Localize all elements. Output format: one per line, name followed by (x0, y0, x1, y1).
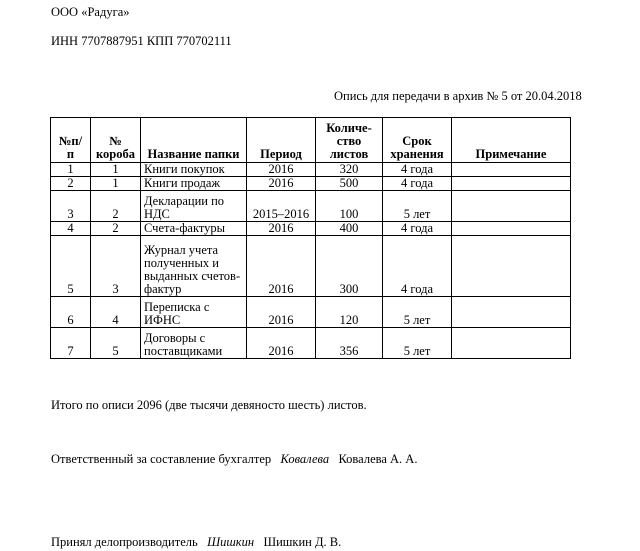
header-box: № короба (91, 118, 141, 163)
cell-note (452, 297, 571, 328)
cell-num: 3 (51, 191, 91, 222)
accepted-signature: Шишкин (207, 535, 255, 549)
cell-box: 3 (91, 236, 141, 297)
cell-name: Книги покупок (141, 163, 247, 177)
table-row (51, 236, 571, 297)
cell-num: 6 (51, 297, 91, 328)
inventory-table (50, 117, 571, 359)
cell-box: 2 (91, 222, 141, 236)
cell-term: 5 лет (383, 328, 452, 359)
accepted-label: Принял делопроизводитель (51, 535, 198, 549)
cell-period: 2016 (247, 236, 316, 297)
cell-sheets: 500 (316, 177, 383, 191)
cell-note (452, 222, 571, 236)
cell-term: 4 года (383, 163, 452, 177)
cell-period: 2016 (247, 163, 316, 177)
cell-period: 2016 (247, 177, 316, 191)
cell-name: Книги продаж (141, 177, 247, 191)
company-name: ООО «Радуга» (51, 5, 130, 19)
responsible-name: Ковалева А. А. (338, 452, 418, 466)
table-row (51, 177, 571, 191)
cell-term: 5 лет (383, 191, 452, 222)
responsible-label: Ответственный за составление бухгалтер (51, 452, 272, 466)
cell-note (452, 236, 571, 297)
cell-sheets: 400 (316, 222, 383, 236)
header-period: Период (247, 118, 316, 163)
cell-term: 4 года (383, 177, 452, 191)
cell-period: 2016 (247, 222, 316, 236)
table-row (51, 163, 571, 177)
header-name: Название папки (141, 118, 247, 163)
cell-sheets: 120 (316, 297, 383, 328)
cell-num: 1 (51, 163, 91, 177)
header-sheets: Количе-ство листов (316, 118, 383, 163)
cell-num: 4 (51, 222, 91, 236)
cell-num: 7 (51, 328, 91, 359)
table-row (51, 191, 571, 222)
cell-box: 1 (91, 177, 141, 191)
accepted-line (51, 535, 341, 550)
cell-period: 2016 (247, 328, 316, 359)
cell-note (452, 177, 571, 191)
responsible-line (51, 452, 417, 467)
cell-period: 2015–2016 (247, 191, 316, 222)
header-num: №п/ п (51, 118, 91, 163)
cell-num: 5 (51, 236, 91, 297)
cell-num: 2 (51, 177, 91, 191)
cell-term: 4 года (383, 236, 452, 297)
table-row (51, 222, 571, 236)
cell-box: 1 (91, 163, 141, 177)
cell-box: 5 (91, 328, 141, 359)
document-title: Опись для передачи в архив № 5 от 20.04.2018 (334, 89, 582, 103)
cell-box: 2 (91, 191, 141, 222)
cell-note (452, 328, 571, 359)
cell-name: Счета-фактуры (141, 222, 247, 236)
header-term: Срок хранения (383, 118, 452, 163)
cell-period: 2016 (247, 297, 316, 328)
table-row (51, 297, 571, 328)
inn-kpp: ИНН 7707887951 КПП 770702111 (51, 34, 232, 48)
cell-name: Журнал учета полученных и выданных счетов-фактур (141, 236, 247, 297)
responsible-signature: Ковалева (280, 452, 330, 466)
cell-name: Договоры с поставщиками (141, 328, 247, 359)
header-note: Примечание (452, 118, 571, 163)
cell-name: Декларации по НДС (141, 191, 247, 222)
cell-box: 4 (91, 297, 141, 328)
cell-sheets: 100 (316, 191, 383, 222)
accepted-name: Шишкин Д. В. (263, 535, 342, 549)
cell-note (452, 163, 571, 177)
cell-term: 5 лет (383, 297, 452, 328)
table-row (51, 328, 571, 359)
cell-note (452, 191, 571, 222)
cell-sheets: 356 (316, 328, 383, 359)
cell-sheets: 300 (316, 236, 383, 297)
total-text: Итого по описи 2096 (две тысячи девяносто шесть) листов. (51, 398, 367, 412)
cell-term: 4 года (383, 222, 452, 236)
cell-sheets: 320 (316, 163, 383, 177)
cell-name: Переписка с ИФНС (141, 297, 247, 328)
